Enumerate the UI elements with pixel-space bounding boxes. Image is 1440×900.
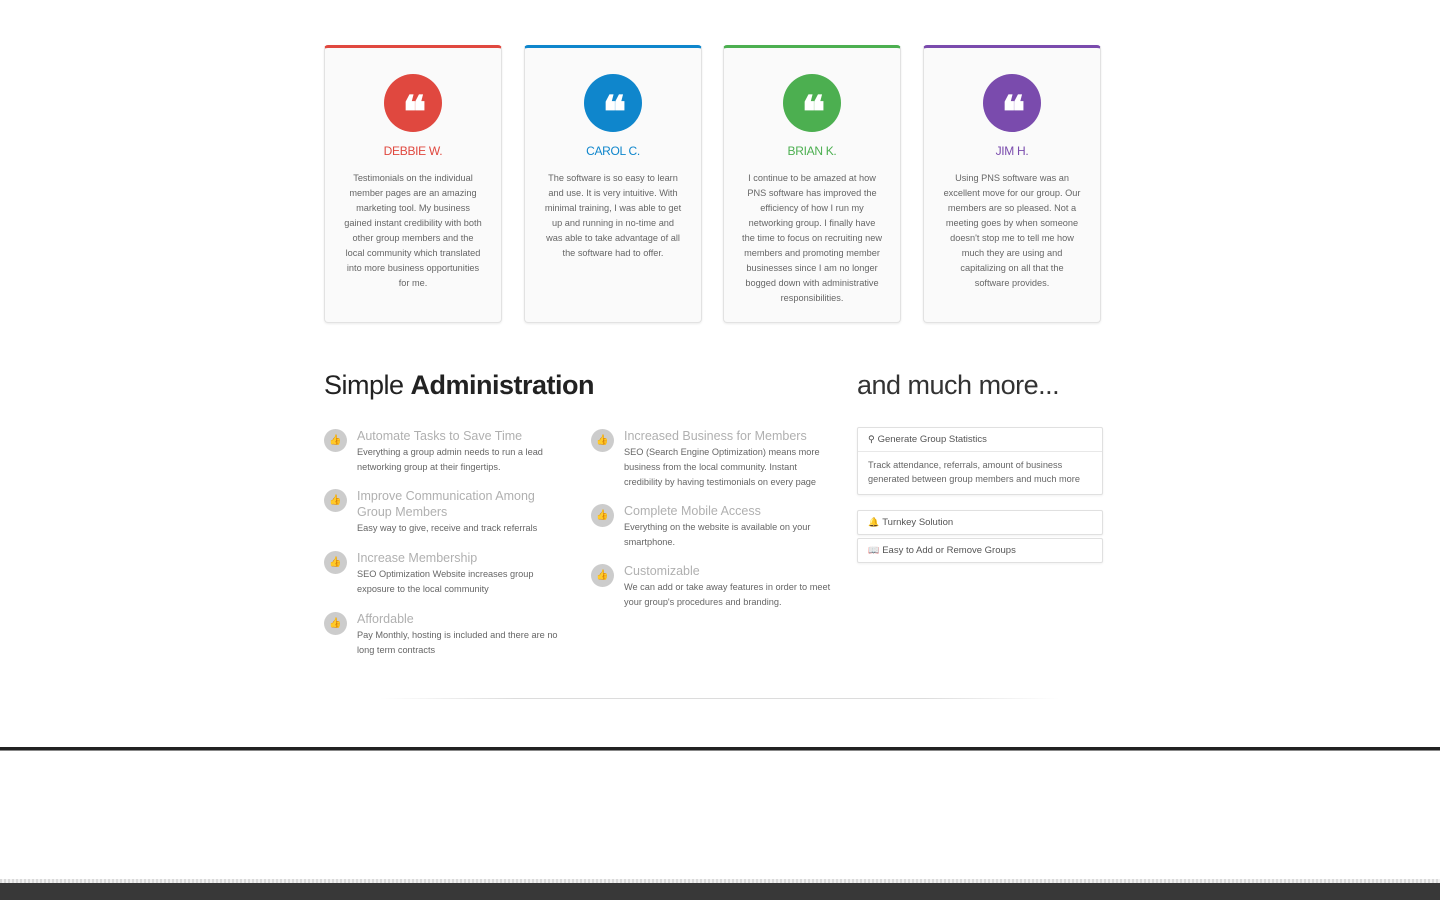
band-border-shadow	[0, 750, 1440, 751]
accordion-label: Easy to Add or Remove Groups	[882, 545, 1016, 556]
feature-desc: SEO (Search Engine Optimization) means more business from the local community. Instant credibility by having testimonials on every page	[624, 447, 820, 487]
feature-item	[324, 611, 564, 658]
accordion-panel	[857, 538, 1103, 563]
quote-icon: ❝	[783, 74, 841, 132]
thumbs-up-icon: 👍	[324, 612, 347, 635]
accordion-header-turnkey[interactable]	[858, 511, 1102, 534]
feature-title: Improve Communication Among Group Members	[357, 489, 535, 519]
feature-desc: SEO Optimization Website increases group exposure to the local community	[357, 569, 534, 594]
thumbs-up-icon: 👍	[591, 429, 614, 452]
accordion-header-groups[interactable]	[858, 539, 1102, 562]
accordion-label: Turnkey Solution	[882, 517, 954, 528]
testimonial-text: Using PNS software was an excellent move for our group. Our members are so pleased. Not a meeting goes by when someone doesn't stop me to tell me how much they are using and capitalizing on all that the software provides.	[943, 173, 1081, 288]
thumbs-up-icon: 👍	[591, 504, 614, 527]
feature-item	[324, 488, 564, 536]
accordion-body: Track attendance, referrals, amount of business generated between group members and much more	[858, 451, 1102, 494]
footer-bar	[0, 883, 1440, 900]
quote-icon: ❝	[983, 74, 1041, 132]
feature-item	[324, 550, 564, 597]
testimonial-text: I continue to be amazed at how PNS software has improved the efficiency of how I run my networking group. I finally have the time to focus on recruiting new members and promoting member businesses since I am no longer bogged down with administrative responsibilities.	[742, 173, 882, 303]
feature-desc: Everything a group admin needs to run a lead networking group at their fingertips.	[357, 447, 543, 472]
feature-item	[591, 428, 841, 490]
quote-icon: ❝	[584, 74, 642, 132]
feature-item	[591, 563, 841, 610]
feature-title: Customizable	[624, 564, 700, 578]
feature-desc: Everything on the website is available on your smartphone.	[624, 522, 811, 547]
feature-title: Automate Tasks to Save Time	[357, 429, 523, 443]
testimonial-text: Testimonials on the individual member pages are an amazing marketing tool. My business gained instant credibility with both other group members and the local community which translated into more business opportunities for me.	[344, 173, 482, 288]
testimonial-name: DEBBIE W.	[383, 144, 443, 158]
testimonial-name: JIM H.	[995, 144, 1029, 158]
bell-icon: 🔔	[868, 517, 880, 527]
thumbs-up-icon: 👍	[324, 429, 347, 452]
testimonial-card	[723, 45, 901, 323]
feature-title: Complete Mobile Access	[624, 504, 761, 518]
accordion-panel	[857, 427, 1103, 495]
feature-desc: Pay Monthly, hosting is included and there are no long term contracts	[357, 630, 558, 655]
admin-title-bold: Administration	[410, 370, 595, 400]
feature-item	[591, 503, 841, 550]
quote-icon: ❝	[384, 74, 442, 132]
testimonial-name: BRIAN K.	[787, 144, 837, 158]
accordion-panel	[857, 510, 1103, 535]
testimonials-section	[324, 45, 1103, 327]
feature-title: Affordable	[357, 612, 414, 626]
testimonial-card	[524, 45, 702, 323]
accordion-header-statistics[interactable]	[858, 428, 1102, 451]
feature-title: Increased Business for Members	[624, 429, 807, 443]
admin-section-title	[324, 370, 594, 401]
book-icon: 📖	[868, 545, 880, 555]
feature-title: Increase Membership	[357, 551, 478, 565]
thumbs-up-icon: 👍	[324, 551, 347, 574]
thumbs-up-icon: 👍	[591, 564, 614, 587]
thumbs-up-icon: 👍	[324, 489, 347, 512]
admin-title-light: Simple	[324, 370, 411, 400]
more-section-title: and much more...	[857, 370, 1060, 400]
testimonial-card	[324, 45, 502, 323]
feature-desc: Easy way to give, receive and track referrals	[357, 523, 538, 533]
feature-item	[324, 428, 564, 475]
testimonial-text: The software is so easy to learn and use. It is very intuitive. With minimal training, I was able to get up and running in no-time and was able to take advantage of all the software had to offer.	[544, 173, 682, 258]
section-divider	[380, 698, 1060, 699]
testimonial-name: CAROL C.	[586, 144, 640, 158]
testimonial-card	[923, 45, 1101, 323]
map-marker-icon: ⚲	[868, 434, 875, 444]
accordion-label: Generate Group Statistics	[877, 434, 987, 445]
feature-desc: We can add or take away features in order to meet your group's procedures and branding.	[624, 582, 831, 607]
